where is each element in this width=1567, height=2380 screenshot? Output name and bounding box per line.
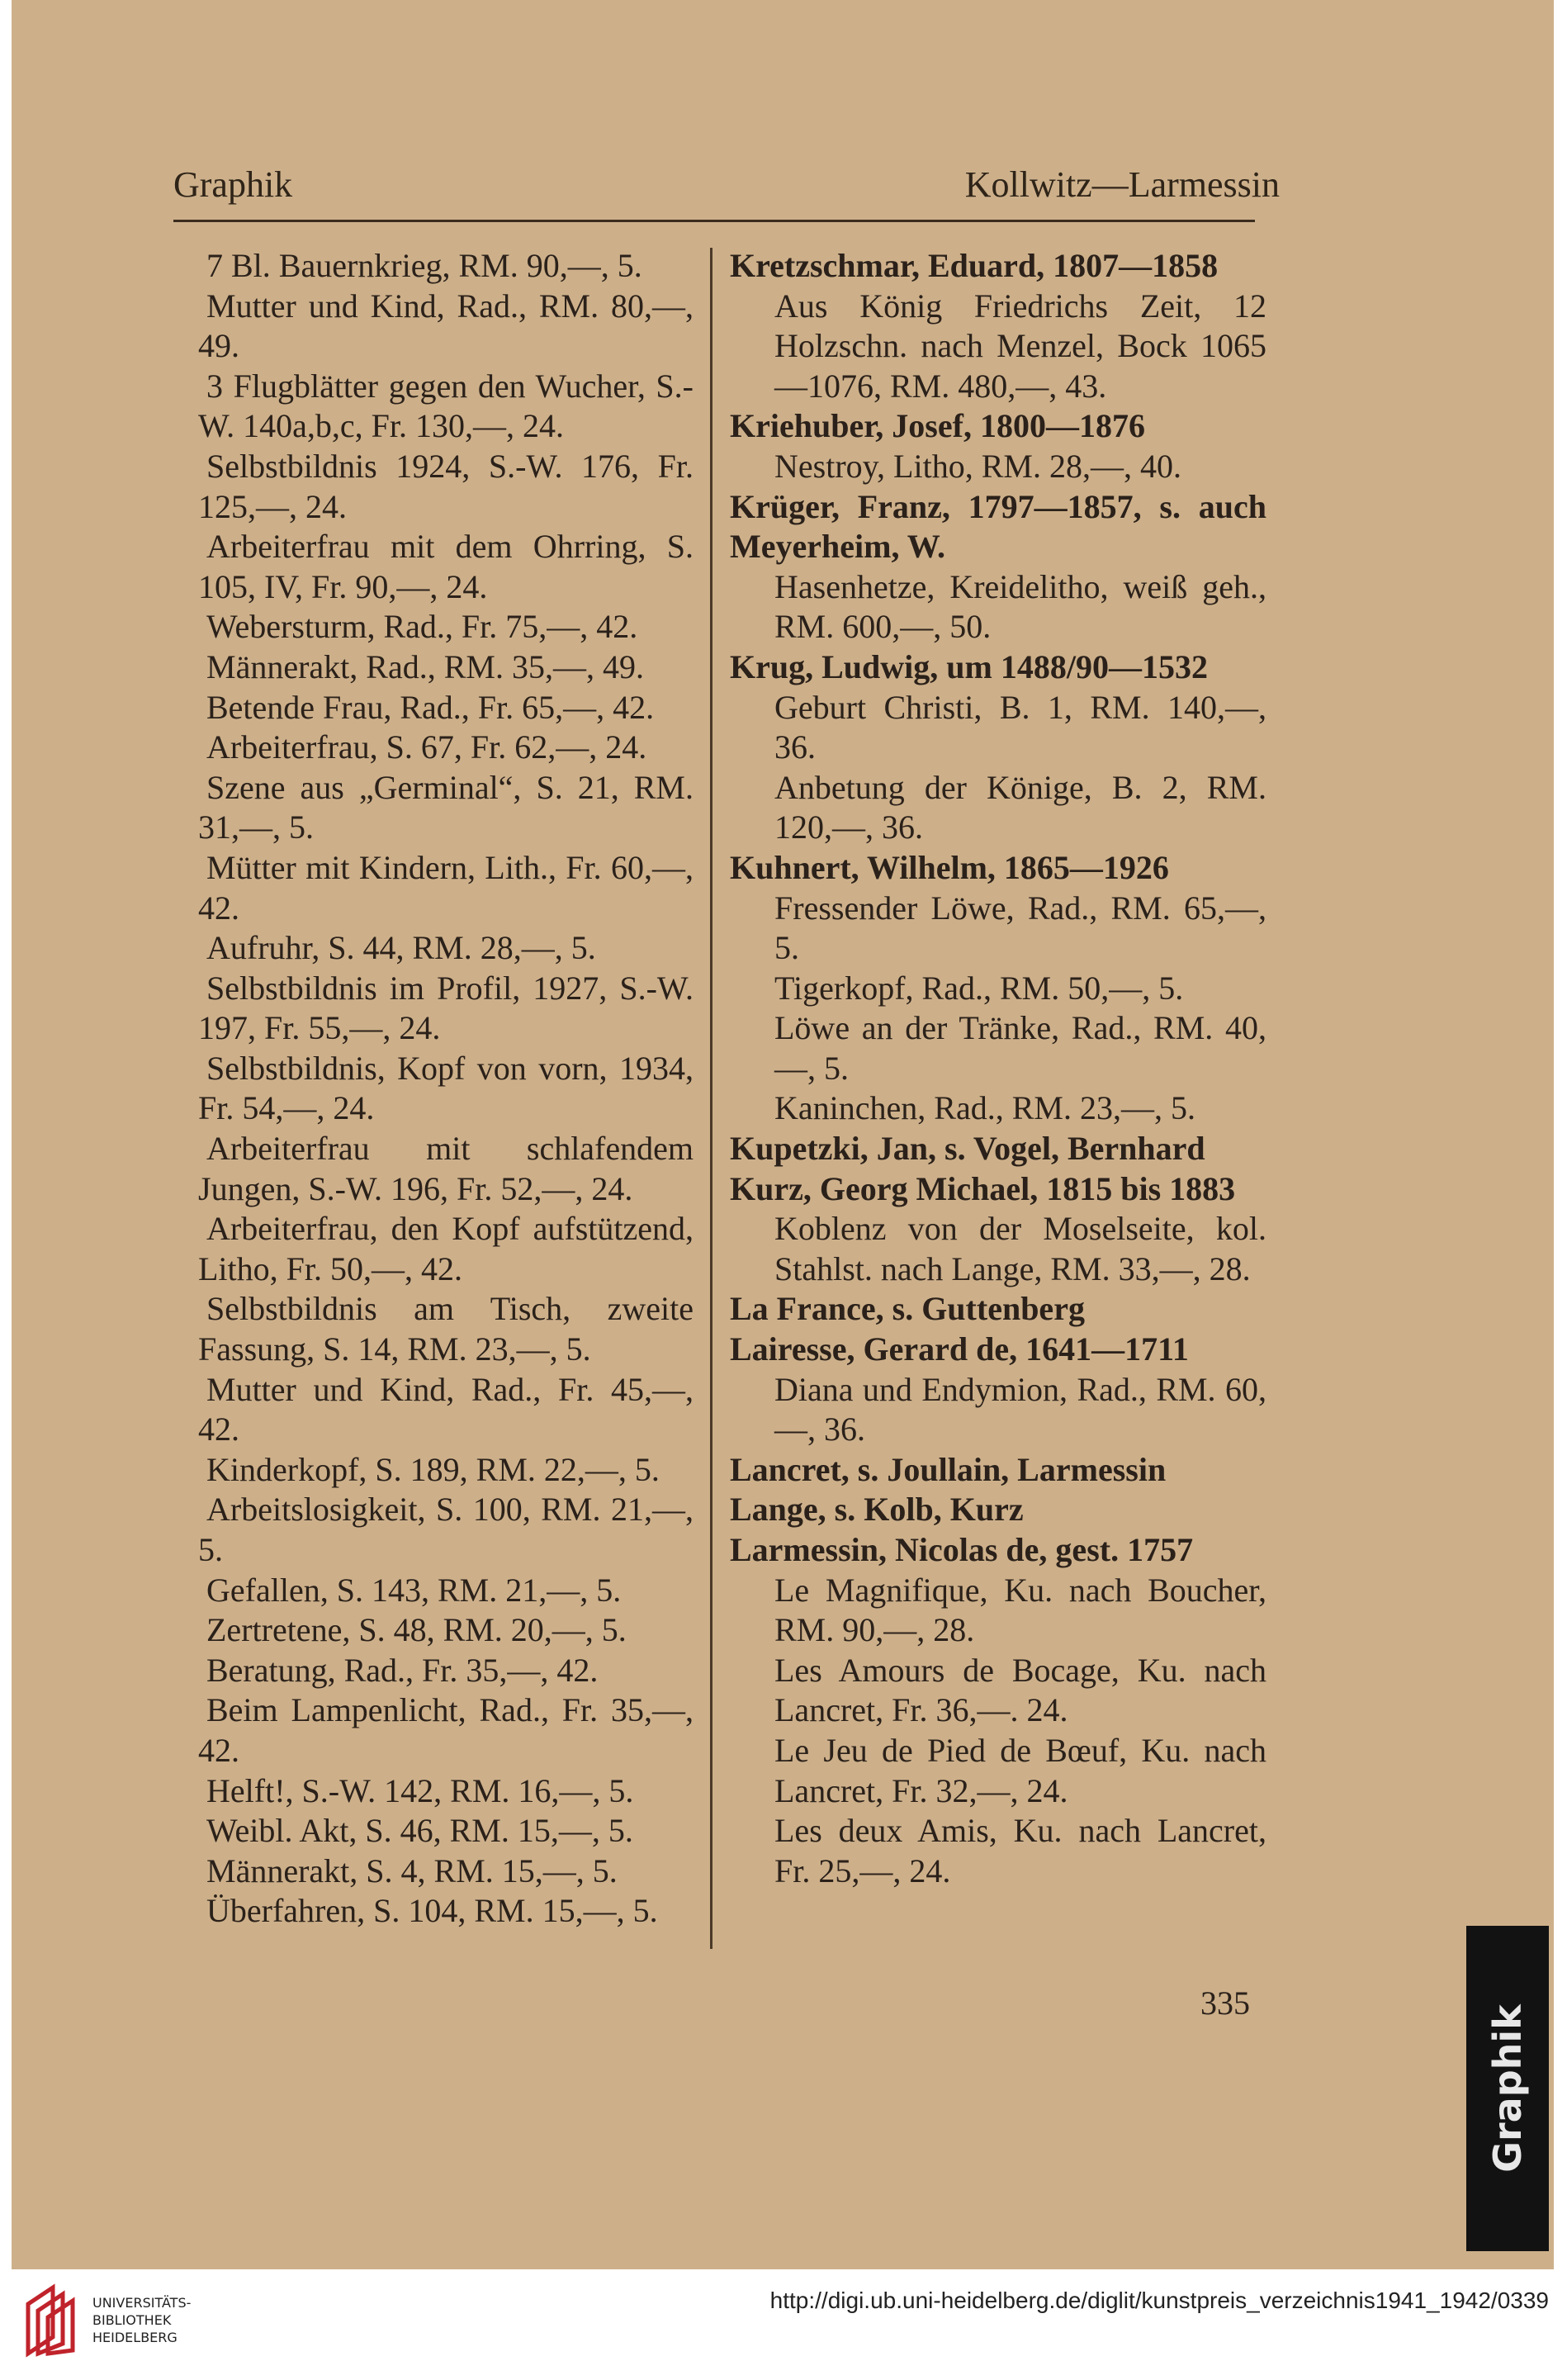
catalog-entry: Selbstbildnis 1924, S.-W. 176, Fr. 125,—, 24. [198, 447, 694, 525]
catalog-entry: Männerakt, S. 4, RM. 15,—, 5. [206, 1851, 618, 1889]
catalog-entry: Webersturm, Rad., Fr. 75,—, 42. [206, 608, 638, 646]
source-url[interactable]: http://digi.ub.uni-heidelberg.de/diglit/kunstpreis_verzeichnis1941_1942/0339 [769, 2288, 1549, 2313]
catalog-entry: Beratung, Rad., Fr. 35,—, 42. [206, 1651, 599, 1689]
catalog-entry: Tigerkopf, Rad., RM. 50,—, 5. [774, 969, 1184, 1007]
catalog-entry: Überfahren, S. 104, RM. 15,—, 5. [206, 1892, 658, 1930]
catalog-entry: Zertretene, S. 48, RM. 20,—, 5. [206, 1611, 627, 1649]
catalog-entry: Mütter mit Kindern, Lith., Fr. 60,—, 42. [198, 848, 694, 927]
catalog-entry: Arbeiterfrau, S. 67, Fr. 62,—, 24. [206, 728, 647, 766]
catalog-entry: Nestroy, Litho, RM. 28,—, 40. [774, 447, 1181, 485]
artist-heading: Kupetzki, Jan, s. Vogel, Bernhard [730, 1130, 1205, 1168]
catalog-entry: Geburt Christi, B. 1, RM. 140,—, 36. [774, 688, 1266, 766]
catalog-entry: Szene aus „Germinal“, S. 21, RM. 31,—, 5. [198, 768, 694, 846]
catalog-entry: Selbstbildnis, Kopf von vorn, 1934, Fr. 54,—, 24. [198, 1049, 694, 1127]
catalog-entry: Anbetung der Könige, B. 2, RM. 120,—, 36. [774, 768, 1266, 846]
catalog-entry: Le Magnifique, Ku. nach Boucher, RM. 90,—, 28. [774, 1571, 1266, 1649]
catalog-entry: Beim Lampenlicht, Rad., Fr. 35,—, 42. [198, 1691, 694, 1769]
catalog-entry: Selbstbildnis am Tisch, zweite Fassung, S. 14, RM. 23,—, 5. [198, 1290, 694, 1368]
artist-heading: Kurz, Georg Michael, 1815 bis 1883 [730, 1169, 1236, 1207]
library-name-line3: HEIDELBERG [92, 2330, 178, 2345]
catalog-entry: Betende Frau, Rad., Fr. 65,—, 42. [206, 688, 655, 726]
catalog-entry: Aus König Friedrichs Zeit, 12 Holzschn. nach Menzel, Bock 1065—1076, RM. 480,—, 43. [774, 287, 1266, 405]
catalog-entry: Diana und Endymion, Rad., RM. 60,—, 36. [774, 1370, 1266, 1448]
running-head-left: Graphik [173, 164, 293, 205]
page-number: 335 [1200, 1984, 1250, 2022]
catalog-entry: Arbeiterfrau mit dem Ohrring, S. 105, IV, Fr. 90,—, 24. [198, 528, 694, 605]
catalog-entry: Hasenhetze, Kreidelitho, weiß geh., RM. 600,—, 50. [774, 567, 1266, 646]
column-divider [710, 248, 712, 1949]
thumb-index-label: Graphik [1485, 2004, 1530, 2173]
catalog-entry: Les deux Amis, Ku. nach Lancret, Fr. 25,—, 24. [774, 1812, 1266, 1889]
catalog-entry: Mutter und Kind, Rad., RM. 80,—, 49. [198, 287, 694, 365]
header-rule [173, 220, 1255, 222]
catalog-entry: Arbeitslosigkeit, S. 100, RM. 21,—, 5. [198, 1491, 694, 1568]
left-column [198, 246, 694, 1932]
right-column [730, 246, 1266, 1891]
catalog-entry: Kinderkopf, S. 189, RM. 22,—, 5. [206, 1450, 660, 1488]
catalog-entry: Aufruhr, S. 44, RM. 28,—, 5. [206, 929, 596, 967]
catalog-entry: Les Amours de Bocage, Ku. nach Lancret, Fr. 36,—. 24. [774, 1651, 1266, 1729]
artist-heading: La France, s. Guttenberg [730, 1290, 1085, 1328]
catalog-entry: Koblenz von der Moselseite, kol. Stahlst. nach Lange, RM. 33,—, 28. [774, 1210, 1266, 1287]
thumb-index-tab [1466, 1926, 1549, 2251]
catalog-entry: Arbeiterfrau mit schlafendem Jungen, S.-W. 196, Fr. 52,—, 24. [198, 1130, 694, 1207]
library-logo-icon [20, 2279, 86, 2362]
running-head-right: Kollwitz—Larmessin [964, 164, 1280, 205]
catalog-entry: Kaninchen, Rad., RM. 23,—, 5. [774, 1089, 1195, 1127]
artist-heading: Kriehuber, Josef, 1800—1876 [730, 407, 1145, 445]
catalog-entry: Männerakt, Rad., RM. 35,—, 49. [206, 647, 644, 685]
catalog-entry: Arbeiterfrau, den Kopf aufstützend, Litho, Fr. 50,—, 42. [198, 1210, 694, 1287]
footer-bar [0, 2269, 1567, 2380]
artist-heading: Lairesse, Gerard de, 1641—1711 [730, 1330, 1189, 1368]
catalog-entry: Helft!, S.-W. 142, RM. 16,—, 5. [206, 1771, 634, 1809]
catalog-entry: Le Jeu de Pied de Bœuf, Ku. nach Lancret, Fr. 32,—, 24. [774, 1731, 1266, 1809]
library-name-line2: BIBLIOTHEK [92, 2312, 172, 2328]
catalog-entry: Gefallen, S. 143, RM. 21,—, 5. [206, 1571, 622, 1609]
catalog-entry: 7 Bl. Bauernkrieg, RM. 90,—, 5. [206, 247, 642, 284]
catalog-entry: Löwe an der Tränke, Rad., RM. 40,—, 5. [774, 1009, 1266, 1087]
artist-heading: Krug, Ludwig, um 1488/90—1532 [730, 647, 1208, 685]
catalog-entry: Selbstbildnis im Profil, 1927, S.-W. 197, Fr. 55,—, 24. [198, 969, 694, 1047]
catalog-entry: 3 Flugblätter gegen den Wucher, S.-W. 140a,b,c, Fr. 130,—, 24. [198, 367, 694, 445]
library-name [92, 2294, 191, 2346]
artist-heading: Lancret, s. Joullain, Larmessin [730, 1450, 1167, 1488]
artist-heading: Lange, s. Kolb, Kurz [730, 1491, 1024, 1529]
catalog-entry: Mutter und Kind, Rad., Fr. 45,—, 42. [198, 1370, 694, 1448]
catalog-entry: Weibl. Akt, S. 46, RM. 15,—, 5. [206, 1812, 633, 1850]
artist-heading: Krüger, Franz, 1797—1857, s. auch Meyerheim, W. [730, 487, 1266, 566]
artist-heading: Larmessin, Nicolas de, gest. 1757 [730, 1531, 1194, 1568]
artist-heading: Kuhnert, Wilhelm, 1865—1926 [730, 848, 1169, 886]
artist-heading: Kretzschmar, Eduard, 1807—1858 [730, 247, 1219, 284]
library-name-line1: UNIVERSITÄTS- [92, 2295, 192, 2311]
catalog-entry: Fressender Löwe, Rad., RM. 65,—, 5. [774, 889, 1266, 967]
